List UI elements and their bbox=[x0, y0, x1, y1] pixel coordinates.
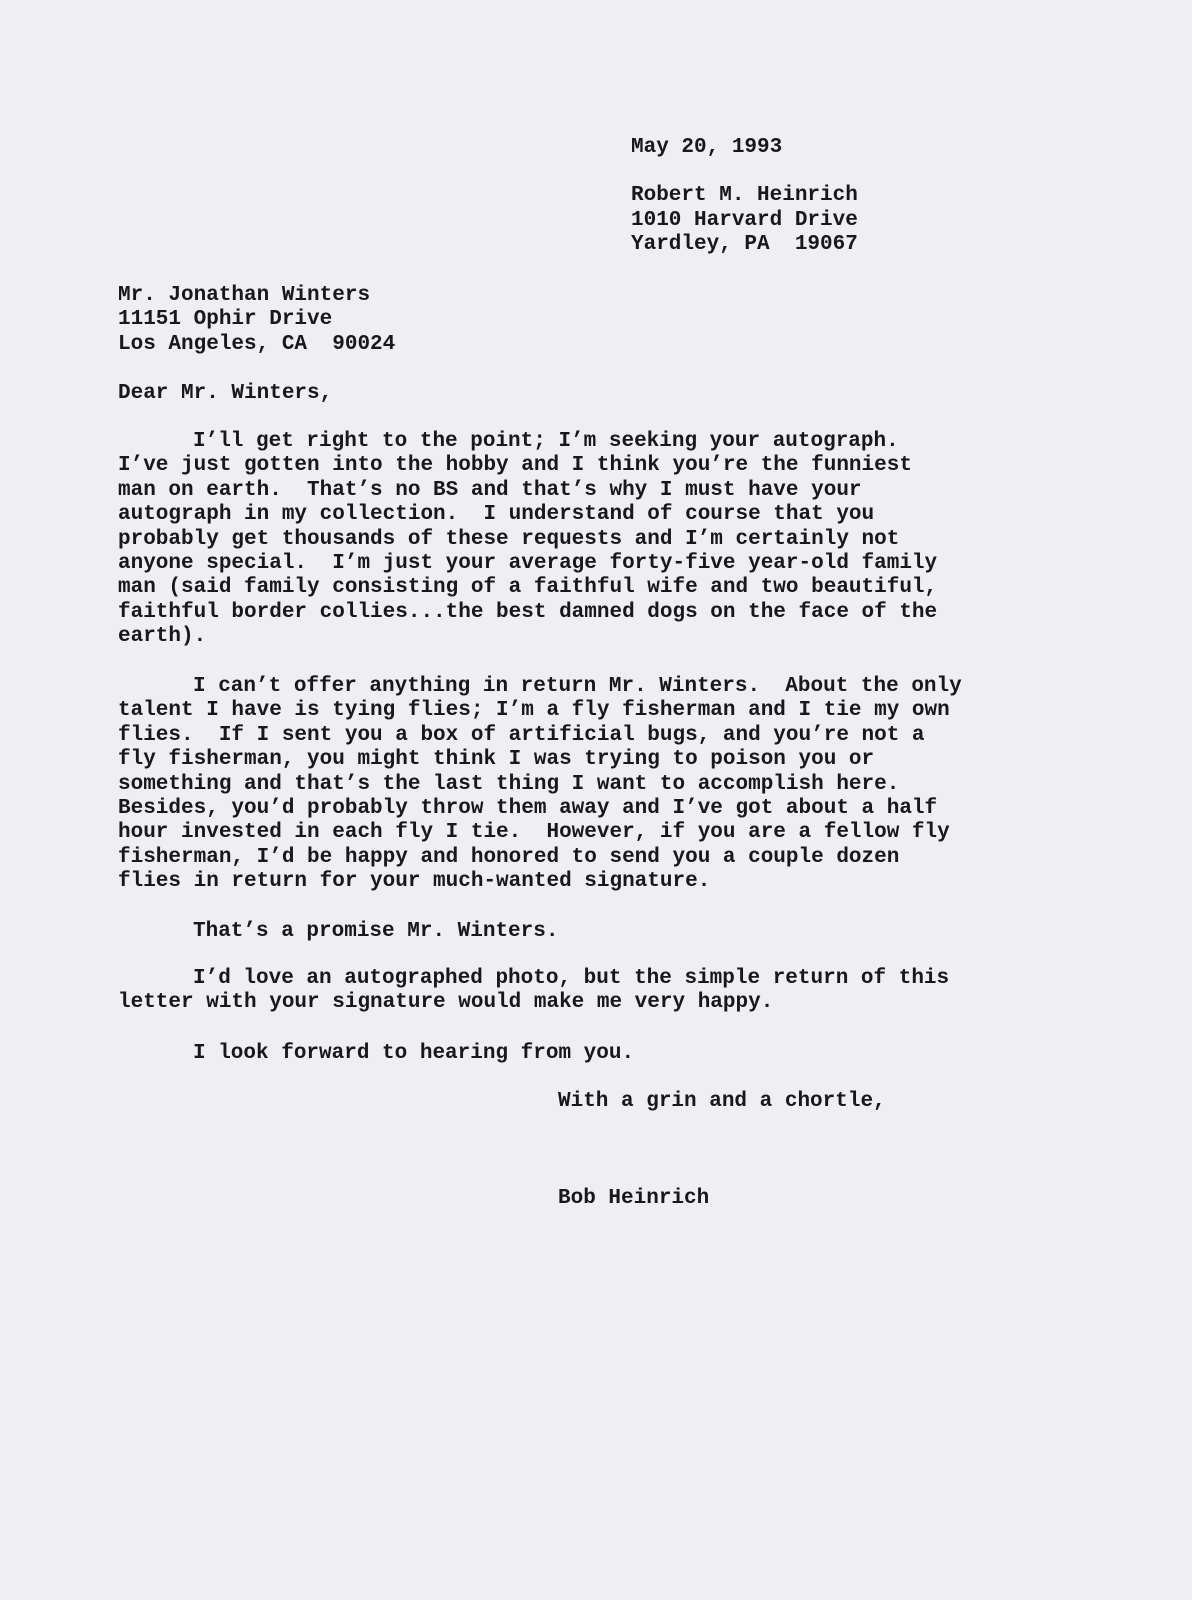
sender-name: Robert M. Heinrich bbox=[631, 184, 858, 208]
salutation: Dear Mr. Winters, bbox=[118, 382, 333, 405]
sender-street: 1010 Harvard Drive bbox=[631, 208, 858, 232]
paragraph-line: probably get thousands of these requests and I’m certainly not bbox=[118, 527, 900, 551]
paragraph-line: faithful border collies...the best damned dogs on the face of the bbox=[118, 600, 938, 624]
recipient-street: 11151 Ophir Drive bbox=[118, 308, 333, 332]
paragraph-line: I’ll get right to the point; I’m seeking your autograph. bbox=[193, 430, 899, 453]
body-paragraph-4 bbox=[118, 967, 1118, 1016]
paragraph-line: letter with your signature would make me very happy. bbox=[118, 991, 774, 1015]
body-paragraph-1 bbox=[118, 430, 1118, 650]
paragraph-line: talent I have is tying flies; I’m a fly fisherman and I tie my own bbox=[118, 699, 950, 723]
paragraph-line: man on earth. That’s no BS and that’s why I must have your bbox=[118, 478, 862, 502]
sender-block bbox=[631, 136, 858, 258]
paragraph-line: I’d love an autographed photo, but the simple return of this bbox=[193, 967, 950, 990]
closing: With a grin and a chortle, bbox=[558, 1090, 886, 1113]
paragraph-line: anyone special. I’m just your average forty-five year-old family bbox=[118, 552, 938, 576]
paragraph-line: man (said family consisting of a faithful wife and two beautiful, bbox=[118, 576, 938, 600]
paragraph-line: I can’t offer anything in return Mr. Winters. About the only bbox=[193, 675, 962, 698]
paragraph-line: fly fisherman, you might think I was trying to poison you or bbox=[118, 748, 875, 772]
body-paragraph-3 bbox=[118, 920, 1118, 944]
sender-city-state-zip: Yardley, PA 19067 bbox=[631, 233, 858, 257]
paragraph-line: earth). bbox=[118, 625, 207, 649]
paragraph-line: something and that’s the last thing I want to accomplish here. bbox=[118, 772, 900, 796]
body-paragraph-2 bbox=[118, 675, 1118, 895]
signature: Bob Heinrich bbox=[558, 1187, 710, 1210]
paragraph-line: flies in return for your much-wanted signature. bbox=[118, 870, 711, 894]
paragraph-line: I look forward to hearing from you. bbox=[193, 1042, 635, 1065]
body-paragraph-5 bbox=[118, 1042, 1118, 1066]
recipient-city-state-zip: Los Angeles, CA 90024 bbox=[118, 332, 396, 356]
letter-date: May 20, 1993 bbox=[631, 136, 783, 159]
recipient-name: Mr. Jonathan Winters bbox=[118, 284, 371, 307]
paragraph-line: I’ve just gotten into the hobby and I think you’re the funniest bbox=[118, 454, 912, 478]
paragraph-line: flies. If I sent you a box of artificial bugs, and you’re not a bbox=[118, 723, 925, 747]
paragraph-line: hour invested in each fly I tie. However, if you are a fellow fly bbox=[118, 821, 950, 845]
recipient-address bbox=[118, 284, 395, 357]
paragraph-line: Besides, you’d probably throw them away and I’ve got about a half bbox=[118, 797, 938, 821]
paragraph-line: fisherman, I’d be happy and honored to send you a couple dozen bbox=[118, 845, 900, 869]
paragraph-line: That’s a promise Mr. Winters. bbox=[193, 920, 559, 943]
paragraph-line: autograph in my collection. I understand of course that you bbox=[118, 503, 875, 527]
